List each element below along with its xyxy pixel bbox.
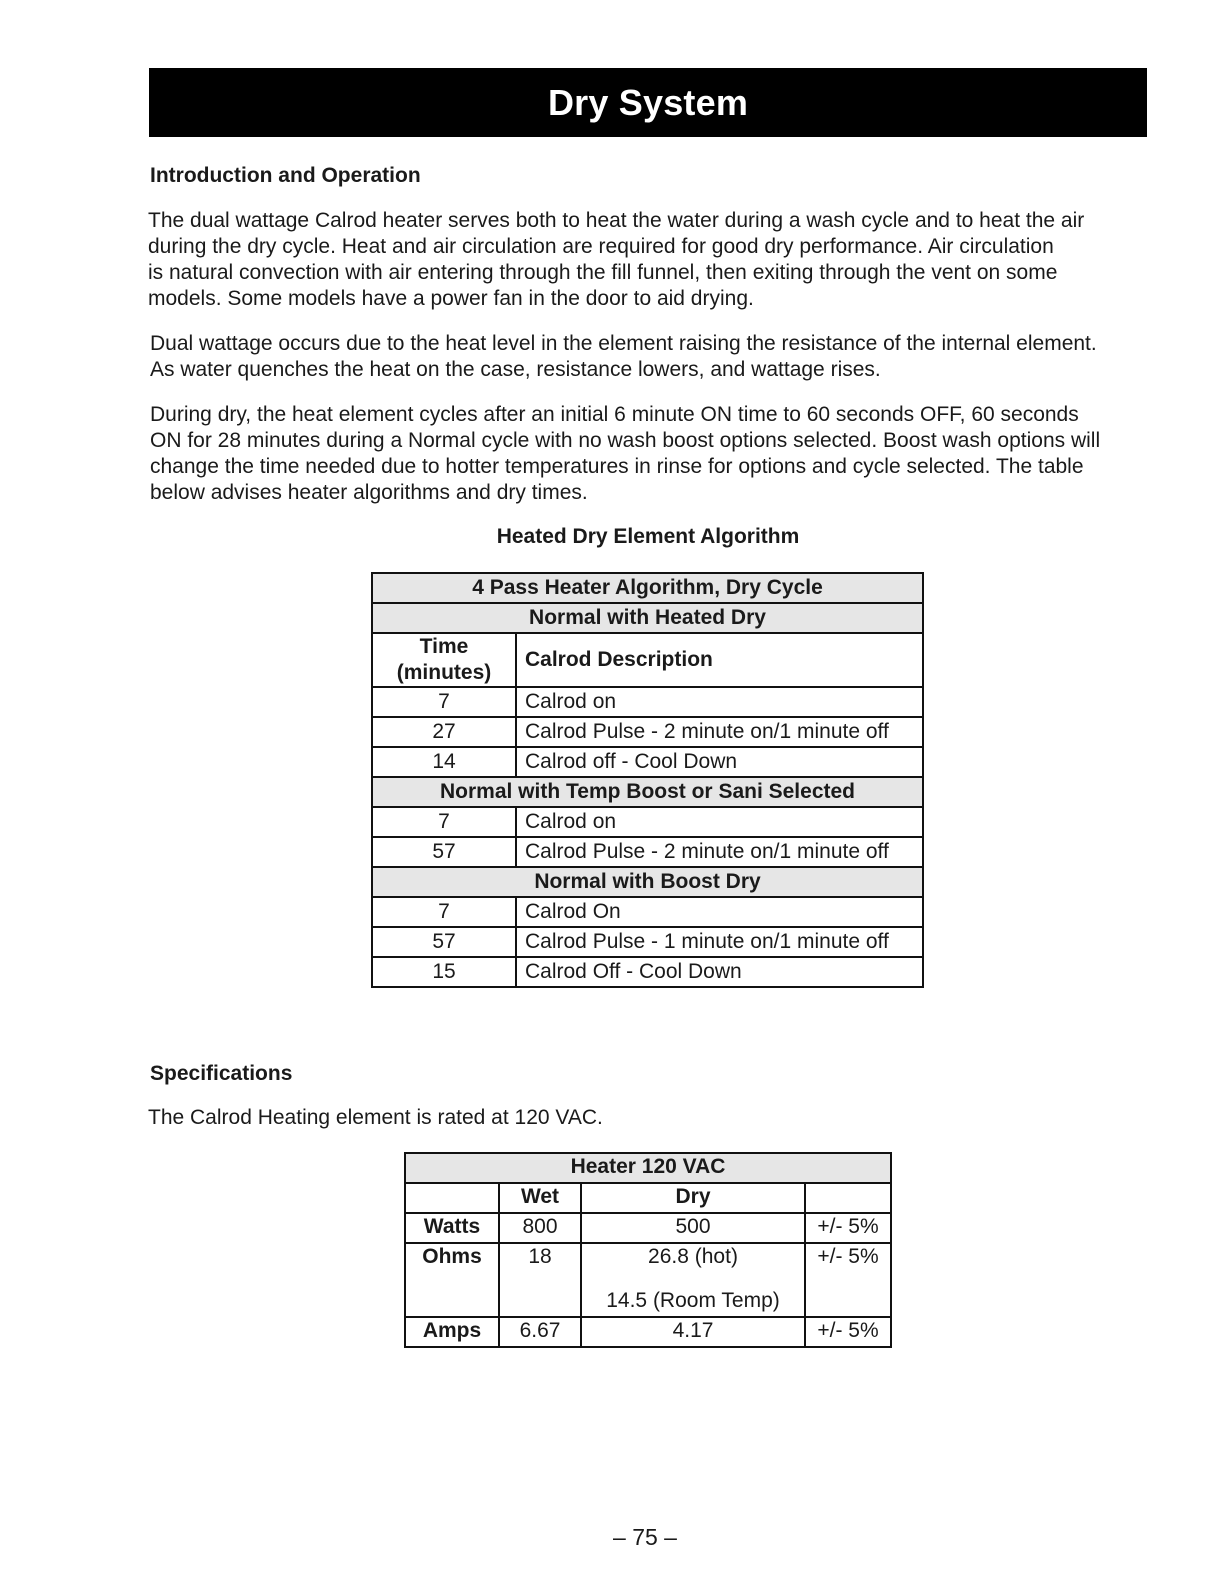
table-row	[372, 897, 923, 927]
heater-spec-table	[404, 1152, 892, 1348]
time-cell: 7	[372, 897, 516, 927]
table-row	[405, 1243, 891, 1317]
dry-cell: 500	[581, 1213, 805, 1243]
time-cell: 57	[372, 837, 516, 867]
row-label: Watts	[405, 1213, 499, 1243]
tolerance-cell: +/- 5%	[805, 1317, 891, 1347]
page-number: – 75 –	[613, 1524, 677, 1550]
tolerance-cell: +/- 5%	[805, 1243, 891, 1317]
column-header-wet: Wet	[499, 1183, 581, 1213]
page-title-banner	[149, 68, 1147, 137]
row-label: Ohms	[405, 1243, 499, 1317]
dry-value-room: 14.5 (Room Temp)	[606, 1289, 780, 1312]
specifications-text: The Calrod Heating element is rated at 120 VAC.	[148, 1106, 603, 1129]
page-title: Dry System	[547, 81, 749, 123]
table-row	[372, 747, 923, 777]
table-row	[372, 957, 923, 987]
spec-table-title: Heater 120 VAC	[405, 1153, 891, 1183]
wet-cell: 6.67	[499, 1317, 581, 1347]
description-cell: Calrod Pulse - 2 minute on/1 minute off	[516, 717, 923, 747]
column-header-blank	[405, 1183, 499, 1213]
table-row	[372, 807, 923, 837]
column-header-description: Calrod Description	[516, 633, 923, 687]
section-heading: Normal with Boost Dry	[372, 867, 923, 897]
time-cell: 57	[372, 927, 516, 957]
algorithm-table-title: 4 Pass Heater Algorithm, Dry Cycle	[372, 573, 923, 603]
table-row	[372, 927, 923, 957]
section-row	[372, 777, 923, 807]
table-row	[372, 837, 923, 867]
time-cell: 14	[372, 747, 516, 777]
wet-cell: 800	[499, 1213, 581, 1243]
algorithm-caption: Heated Dry Element Algorithm	[496, 525, 800, 548]
section-heading: Normal with Heated Dry	[372, 603, 923, 633]
table-row	[372, 687, 923, 717]
tolerance-cell: +/- 5%	[805, 1213, 891, 1243]
intro-heading: Introduction and Operation	[150, 164, 421, 187]
description-cell: Calrod Pulse - 1 minute on/1 minute off	[516, 927, 923, 957]
section-row	[372, 603, 923, 633]
specifications-heading: Specifications	[150, 1062, 293, 1085]
description-cell: Calrod off - Cool Down	[516, 747, 923, 777]
dry-cell	[581, 1243, 805, 1317]
description-cell: Calrod Off - Cool Down	[516, 957, 923, 987]
column-header-row	[405, 1183, 891, 1213]
column-header-dry: Dry	[581, 1183, 805, 1213]
dry-value-hot: 26.8 (hot)	[648, 1245, 738, 1268]
table-row	[405, 1317, 891, 1347]
description-cell: Calrod on	[516, 687, 923, 717]
column-header-row	[372, 633, 923, 687]
wet-cell: 18	[499, 1243, 581, 1317]
dry-cell: 4.17	[581, 1317, 805, 1347]
column-header-time	[372, 633, 516, 687]
table-row	[372, 717, 923, 747]
intro-paragraph-2: Dual wattage occurs due to the heat level in the element raising the resistance of the internal element. As water quenches the heat on the case, resistance lowers, and wattage rises.	[150, 332, 1097, 381]
time-cell: 7	[372, 687, 516, 717]
time-cell: 15	[372, 957, 516, 987]
table-title-row	[405, 1153, 891, 1183]
row-label: Amps	[405, 1317, 499, 1347]
time-cell: 7	[372, 807, 516, 837]
description-cell: Calrod on	[516, 807, 923, 837]
section-row	[372, 867, 923, 897]
description-cell: Calrod On	[516, 897, 923, 927]
table-row	[405, 1213, 891, 1243]
table-title-row	[372, 573, 923, 603]
description-cell: Calrod Pulse - 2 minute on/1 minute off	[516, 837, 923, 867]
time-header-line-2: (minutes)	[396, 661, 492, 684]
intro-paragraph-1: The dual wattage Calrod heater serves both to heat the water during a wash cycle and to heat the air during the dry cycle. Heat and air circulation are required for good dry performance. Air circulation is natural convection with air entering through the fill funnel, then exiting through the vent on some models. Some models have a power fan in the door to aid drying.	[148, 209, 1085, 310]
time-header-line-1: Time	[419, 635, 469, 658]
column-header-tolerance	[805, 1183, 891, 1213]
section-heading: Normal with Temp Boost or Sani Selected	[372, 777, 923, 807]
time-cell: 27	[372, 717, 516, 747]
heater-algorithm-table	[371, 572, 924, 988]
intro-paragraph-3: During dry, the heat element cycles after an initial 6 minute ON time to 60 seconds OFF, 60 seconds ON for 28 minutes during a Normal cycle with no wash boost options selected. Boost wash options will change the time needed due to hotter temperatures in rinse for options and cycle selected. The table below advises heater algorithms and dry times.	[150, 403, 1101, 504]
